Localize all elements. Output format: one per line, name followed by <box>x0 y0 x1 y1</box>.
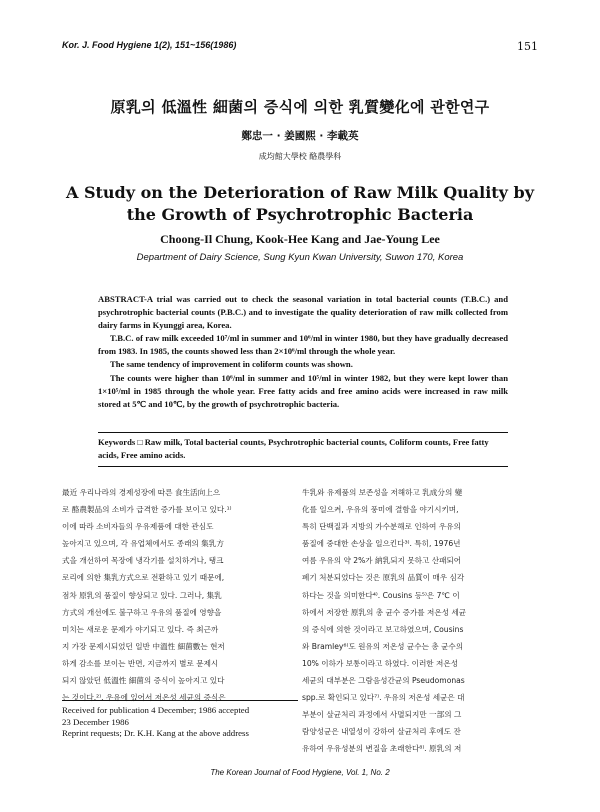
body-line: 폐기 처분되었다는 것은 原乳의 品質이 매우 심각 <box>302 573 465 583</box>
korean-title: 原乳의 低溫性 細菌의 증식에 의한 乳質變化에 관한연구 <box>110 98 490 116</box>
body-column-left <box>62 484 298 706</box>
journal-footer: The Korean Journal of Food Hygiene, Vol. 1, No. 2 <box>210 768 390 777</box>
body-line: 牛乳와 유제품의 보존성을 저해하고 乳成分의 變 <box>302 488 463 497</box>
received-note <box>62 700 298 740</box>
korean-authors: 鄭忠一 · 姜國熙 · 李載英 <box>241 130 359 142</box>
keywords: Keywords □ Raw milk, Total bacterial counts, Psychrotrophic bacterial counts, Coliform counts, Free fatty acids, Free amino acids. <box>98 432 508 467</box>
body-line: 와 Bramley⁶⁾도 원유의 저온성 균수는 총 균수의 <box>302 641 464 651</box>
body-line: 되지 않았던 低溫性 細菌의 증식이 높아지고 있다 <box>62 676 225 686</box>
english-title-line: the Growth of Psychrotrophic Bacteria <box>126 205 474 224</box>
abstract-paragraph: T.B.C. of raw milk exceeded 10⁷/ml in summer and 10⁶/ml in winter 1980, but they have gradually decreased from 1983. In 1985, the counts showed less than 2×10⁶/ml through the whole year. <box>98 333 508 357</box>
abstract-paragraph: ABSTRACT-A trial was carried out to check the seasonal variation in total bacterial counts (T.B.C.) and psychrotrophic bacterial counts (P.B.C.) and to investigate the quality deterioration of raw milk collected from dairy farms in Kyunggi area, Korea. <box>98 294 508 331</box>
body-line: 특히 단백질과 지방의 가수분해로 인하여 우유의 <box>302 522 461 532</box>
korean-affiliation: 成均館大學校 酪農學科 <box>258 152 342 161</box>
received-line: Received for publication 4 December; 1986 accepted <box>62 705 250 715</box>
body-line: 이에 따라 소비자들의 우유제품에 대한 관심도 <box>62 522 214 532</box>
body-line: 점차 原乳의 품질이 향상되고 있다. 그러나, 集乳 <box>62 590 222 600</box>
body-line: 로리에 의한 集乳方式으로 전환하고 있기 때문에, <box>62 573 225 583</box>
body-line: 높아지고 있으며, 각 유업체에서도 종래의 集乳方 <box>62 539 224 549</box>
abstract-paragraph: The same tendency of improvement in coliform counts was shown. <box>110 359 353 370</box>
body-line: 10% 이하가 보통이라고 하였다. 이러한 저온성 <box>302 658 459 668</box>
received-line: Reprint requests; Dr. K.H. Kang at the above address <box>62 728 249 738</box>
body-line: 부분이 살균처리 과정에서 사멸되지만 一部의 그 <box>302 710 462 720</box>
received-line: 23 December 1986 <box>62 716 129 727</box>
english-title-line: A Study on the Deterioration of Raw Milk Quality by <box>65 183 535 202</box>
body-line: 하다는 것을 의미한다⁴⁾. Cousins 등⁵⁾은 7℃ 이 <box>302 590 460 600</box>
body-line: 미치는 새로운 문제가 야기되고 있다. 즉 최근까 <box>62 624 219 634</box>
body-line: spp.로 확인되고 있다⁷⁾. 우유의 저온성 세균은 대 <box>302 693 465 703</box>
journal-citation: Kor. J. Food Hygiene 1(2), 151~156(1986) <box>62 40 237 50</box>
body-line: 式을 개선하여 목장에 냉각기를 설치하거나, 탱크 <box>62 556 224 566</box>
english-affiliation: Department of Dairy Science, Sung Kyun Kwan University, Suwon 170, Korea <box>136 252 464 263</box>
page-number: 151 <box>517 40 538 53</box>
body-line: 유하여 우유성분의 변질을 초래한다⁸⁾. 原乳의 저 <box>302 744 462 754</box>
body-line: 는 것이다.²⁾. 우유에 있어서 저온성 세균의 증식은 <box>62 693 226 703</box>
body-line: 지 가장 문제시되었던 일반 中溫性 細菌數는 현저 <box>62 641 225 651</box>
body-line: 最近 우리나라의 경제성장에 따른 食生活向上으 <box>62 488 221 497</box>
english-authors: Choong-Il Chung, Kook-Hee Kang and Jae-Young Lee <box>160 232 440 246</box>
body-line: 로 酪農製品의 소비가 급격한 증가를 보이고 있다.¹⁾ <box>62 505 232 515</box>
body-line: 하에서 저장한 原乳의 총 균수 증가를 저온성 세균 <box>302 607 467 617</box>
running-head <box>62 40 538 54</box>
body-line: 하게 감소를 보이는 반면, 지금까지 별로 문제시 <box>62 658 219 668</box>
body-line: 품질에 중대한 손상을 일으킨다³⁾. 특히, 1976년 <box>302 539 461 549</box>
abstract-paragraph: The counts were higher than 10⁶/ml in summer and 10⁵/ml in winter 1982, but they were kept lower than 1×10⁵/ml in 1985 through the whole year. Free fatty acids and free amino acids were increased in raw milk stored at 5℃ and 10℃, by the growth of psychrotrophic bacteria. <box>98 372 508 409</box>
body-line: 세균의 대부분은 그람음성간균의 Pseudomonas <box>302 676 465 686</box>
abstract <box>98 293 508 411</box>
body-line: 化를 일으켜, 우유의 풍미에 결함을 야기시키며, <box>302 505 459 515</box>
body-column-right <box>302 484 538 758</box>
body-line: 람양성균은 내열성이 강하여 살균처리 후에도 잔 <box>302 727 461 737</box>
body-line: 의 증식에 의한 것이라고 보고하였으며, Cousins <box>302 624 464 634</box>
body-line: 方式의 개선에도 불구하고 우유의 품질에 영향을 <box>62 607 222 617</box>
english-title <box>0 182 600 226</box>
body-line: 여름 우유의 약 2%가 納乳되지 못하고 산패되어 <box>302 556 462 566</box>
